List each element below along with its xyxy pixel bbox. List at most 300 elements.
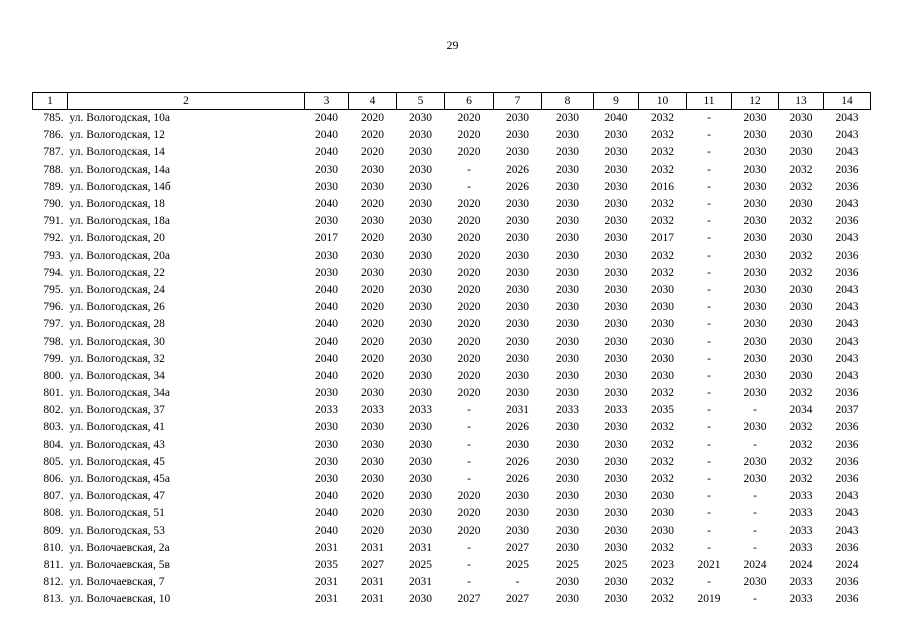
table-cell: 2030 (361, 473, 384, 486)
table-cell: 2030 (315, 455, 338, 468)
table-cell: - (707, 352, 711, 365)
table-cell: 2030 (789, 301, 813, 314)
column-header: 3 (305, 93, 349, 110)
table-cell: 2043 (835, 146, 859, 159)
table-cell: 2030 (743, 455, 767, 468)
row-number: 791. (43, 215, 64, 228)
row-number: 788. (43, 163, 64, 176)
table-cell: 2030 (315, 215, 338, 228)
table-cell: 2030 (604, 163, 628, 176)
table-row (33, 265, 871, 282)
table-cell: 2033 (789, 490, 813, 503)
table-cell: 2030 (556, 198, 579, 211)
table-cell: 2030 (556, 541, 579, 554)
table-cell: 2032 (789, 387, 813, 400)
table-cell: 2030 (556, 593, 579, 606)
table-cell: 2030 (789, 146, 813, 159)
table-cell: 2030 (743, 266, 767, 279)
table-cell: 2040 (315, 112, 338, 125)
table-cell: 2030 (556, 421, 579, 434)
table-cell: 2032 (789, 163, 813, 176)
table-cell: 2032 (651, 215, 674, 228)
table-cell: 2031 (409, 576, 432, 589)
table-cell: - (515, 576, 520, 589)
table-cell: 2033 (789, 593, 813, 606)
address-cell: ул. Вологодская, 30 (69, 335, 165, 348)
table-cell: 2030 (506, 112, 529, 125)
table-cell: 2037 (835, 404, 859, 417)
table-cell: 2030 (506, 438, 529, 451)
table-cell: 2030 (556, 524, 579, 537)
table-cell: 2026 (506, 180, 529, 193)
table-row (33, 162, 871, 179)
table-cell: 2030 (743, 180, 767, 193)
table-cell: - (707, 387, 711, 400)
table-cell: 2020 (457, 266, 481, 279)
table-cell: 2025 (506, 558, 529, 571)
table-cell: 2019 (697, 593, 721, 606)
address-cell: ул. Волочаевская, 5в (69, 558, 170, 571)
table-cell: 2030 (315, 421, 338, 434)
table-cell: 2030 (506, 215, 529, 228)
address-cell: ул. Вологодская, 22 (69, 266, 165, 279)
table-row (33, 454, 871, 471)
column-header: 4 (349, 93, 397, 110)
table-cell: - (467, 421, 471, 434)
address-cell: ул. Вологодская, 34а (69, 387, 170, 400)
table-cell: 2036 (835, 163, 859, 176)
table-cell: 2030 (789, 318, 813, 331)
table-cell: 2025 (409, 558, 432, 571)
row-number: 813. (43, 593, 64, 606)
table-cell: 2032 (651, 576, 674, 589)
table-cell: 2032 (651, 146, 674, 159)
table-cell: 2035 (315, 558, 338, 571)
column-header: 13 (779, 93, 824, 110)
table-cell: - (753, 404, 757, 417)
table-row (33, 540, 871, 557)
row-number: 812. (43, 576, 64, 589)
table-cell: - (467, 438, 471, 451)
table-cell: 2030 (651, 283, 674, 296)
table-cell: 2027 (457, 593, 481, 606)
row-number: 803. (43, 421, 64, 434)
table-cell: 2033 (361, 404, 384, 417)
table-cell: 2040 (315, 490, 338, 503)
table-cell: 2030 (604, 232, 628, 245)
table-cell: 2030 (743, 129, 767, 142)
table-cell: 2030 (315, 473, 338, 486)
table-cell: 2024 (789, 558, 813, 571)
table-cell: 2030 (556, 283, 579, 296)
table-cell: 2043 (835, 112, 859, 125)
table-cell: 2030 (556, 507, 579, 520)
table-cell: 2030 (315, 438, 338, 451)
table-cell: 2032 (651, 455, 674, 468)
table-cell: 2020 (361, 146, 384, 159)
table-cell: 2030 (789, 335, 813, 348)
table-cell: - (707, 112, 711, 125)
table-cell: 2030 (556, 163, 579, 176)
address-cell: ул. Вологодская, 20а (69, 249, 170, 262)
table-cell: 2030 (409, 438, 432, 451)
table-cell: 2030 (604, 283, 628, 296)
table-cell: 2030 (409, 301, 432, 314)
table-cell: 2032 (789, 421, 813, 434)
table-cell: 2031 (315, 541, 338, 554)
row-number: 802. (43, 404, 64, 417)
table-cell: 2026 (506, 473, 529, 486)
table-cell: 2017 (315, 232, 338, 245)
address-cell: ул. Вологодская, 20 (69, 232, 165, 245)
table-cell: - (707, 180, 711, 193)
table-cell: 2033 (604, 404, 628, 417)
address-cell: ул. Вологодская, 34 (69, 369, 165, 382)
table-cell: 2030 (651, 507, 674, 520)
table-cell: 2036 (835, 576, 859, 589)
table-cell: 2030 (743, 163, 767, 176)
table-cell: 2030 (743, 283, 767, 296)
table-cell: 2031 (361, 541, 384, 554)
row-number: 786. (43, 129, 64, 142)
table-cell: 2030 (506, 301, 529, 314)
table-cell: 2030 (604, 266, 628, 279)
table-cell: 2020 (457, 524, 481, 537)
table-cell: 2017 (651, 232, 674, 245)
table-row (33, 179, 871, 196)
table-cell: 2030 (409, 369, 432, 382)
table-cell: 2030 (651, 524, 674, 537)
table-cell: 2020 (457, 146, 481, 159)
row-number: 806. (43, 473, 64, 486)
column-header: 7 (494, 93, 542, 110)
table-cell: - (753, 490, 757, 503)
table-cell: 2043 (835, 198, 859, 211)
table-row (33, 385, 871, 402)
table-cell: 2030 (556, 473, 579, 486)
table-cell: 2032 (651, 593, 674, 606)
table-cell: - (707, 318, 711, 331)
row-number: 810. (43, 541, 64, 554)
table-cell: 2036 (835, 593, 859, 606)
table-cell: 2020 (457, 369, 481, 382)
table-cell: 2030 (361, 215, 384, 228)
column-header: 10 (639, 93, 687, 110)
table-cell: 2020 (457, 232, 481, 245)
table-cell: 2025 (604, 558, 628, 571)
table-cell: 2027 (506, 593, 529, 606)
table-cell: 2043 (835, 318, 859, 331)
row-number: 793. (43, 249, 64, 262)
table-row (33, 437, 871, 454)
row-number: 794. (43, 266, 64, 279)
table-cell: 2033 (315, 404, 338, 417)
table-cell: 2030 (409, 232, 432, 245)
table-cell: 2030 (315, 266, 338, 279)
table-cell: 2030 (604, 387, 628, 400)
table-row (33, 505, 871, 522)
table-row (33, 282, 871, 299)
column-header: 9 (594, 93, 639, 110)
table-cell: 2043 (835, 129, 859, 142)
table-cell: - (707, 266, 711, 279)
table-row (33, 471, 871, 488)
table-cell: - (753, 541, 757, 554)
table-cell: 2030 (409, 490, 432, 503)
table-cell: 2030 (409, 215, 432, 228)
table-cell: - (707, 576, 711, 589)
table-cell: 2030 (743, 318, 767, 331)
table-cell: 2030 (604, 524, 628, 537)
table-cell: 2030 (604, 301, 628, 314)
table-cell: 2020 (457, 249, 481, 262)
table-cell: 2032 (789, 455, 813, 468)
table-cell: 2030 (409, 266, 432, 279)
table-cell: 2032 (651, 541, 674, 554)
table-cell: 2030 (743, 249, 767, 262)
table-cell: 2030 (315, 249, 338, 262)
row-number: 795. (43, 283, 64, 296)
table-cell: 2030 (506, 232, 529, 245)
table-cell: 2030 (651, 301, 674, 314)
table-row (33, 333, 871, 350)
table-cell: 2036 (835, 541, 859, 554)
table-cell: 2020 (457, 129, 481, 142)
table-cell: 2030 (556, 438, 579, 451)
table-cell: 2032 (651, 266, 674, 279)
table-cell: 2030 (651, 369, 674, 382)
row-number: 797. (43, 318, 64, 331)
table-cell: 2033 (556, 404, 579, 417)
table-cell: 2030 (409, 593, 432, 606)
table-cell: 2030 (604, 318, 628, 331)
table-cell: 2030 (604, 490, 628, 503)
table-cell: 2030 (556, 318, 579, 331)
row-number: 799. (43, 352, 64, 365)
address-cell: ул. Вологодская, 45 (69, 455, 165, 468)
column-header: 1 (33, 93, 68, 110)
table-cell: 2043 (835, 369, 859, 382)
table-cell: 2030 (506, 198, 529, 211)
table-cell: 2030 (743, 352, 767, 365)
row-number: 805. (43, 455, 64, 468)
table-cell: - (753, 438, 757, 451)
column-header: 11 (687, 93, 732, 110)
table-cell: 2032 (651, 112, 674, 125)
table-cell: 2040 (315, 318, 338, 331)
data-table (32, 92, 871, 608)
table-row (33, 248, 871, 265)
table-cell: 2035 (651, 404, 674, 417)
address-cell: ул. Вологодская, 45а (69, 473, 170, 486)
table-cell: 2030 (506, 146, 529, 159)
table-cell: 2030 (604, 473, 628, 486)
table-cell: 2030 (409, 318, 432, 331)
table-cell: 2030 (743, 198, 767, 211)
table-cell: 2030 (556, 455, 579, 468)
table-cell: 2043 (835, 490, 859, 503)
address-cell: ул. Вологодская, 47 (69, 490, 165, 503)
table-cell: 2027 (361, 558, 384, 571)
table-cell: 2033 (789, 576, 813, 589)
table-cell: 2030 (604, 249, 628, 262)
table-cell: - (753, 507, 757, 520)
table-cell: 2032 (651, 438, 674, 451)
table-row (33, 557, 871, 574)
table-cell: 2030 (556, 180, 579, 193)
table-cell: 2030 (361, 438, 384, 451)
table-cell: 2016 (651, 180, 674, 193)
table-cell: 2040 (315, 198, 338, 211)
table-cell: 2030 (506, 129, 529, 142)
table-cell: 2030 (743, 576, 767, 589)
table-cell: 2020 (361, 232, 384, 245)
table-cell: 2030 (315, 387, 338, 400)
table-cell: 2032 (651, 421, 674, 434)
table-cell: 2030 (604, 180, 628, 193)
table-cell: 2025 (556, 558, 579, 571)
table-cell: - (707, 215, 711, 228)
table-cell: 2030 (361, 249, 384, 262)
table-cell: 2030 (506, 283, 529, 296)
table-cell: 2040 (315, 507, 338, 520)
table-cell: 2030 (789, 369, 813, 382)
table-cell: - (707, 198, 711, 211)
table-cell: 2030 (506, 369, 529, 382)
table-cell: 2030 (556, 146, 579, 159)
table-cell: 2030 (604, 129, 628, 142)
table-cell: - (707, 421, 711, 434)
table-cell: 2031 (409, 541, 432, 554)
table-cell: 2030 (651, 318, 674, 331)
table-cell: 2030 (506, 524, 529, 537)
table-cell: 2030 (409, 112, 432, 125)
table-cell: 2032 (789, 266, 813, 279)
table-cell: 2020 (361, 352, 384, 365)
table-row (33, 196, 871, 213)
table-cell: 2030 (409, 387, 432, 400)
table-cell: 2024 (835, 558, 859, 571)
row-number: 801. (43, 387, 64, 400)
table-cell: 2030 (604, 369, 628, 382)
table-cell: 2034 (789, 404, 813, 417)
table-cell: 2030 (789, 129, 813, 142)
address-cell: ул. Вологодская, 18а (69, 215, 170, 228)
table-cell: 2026 (506, 163, 529, 176)
table-cell: 2020 (361, 301, 384, 314)
table-cell: 2030 (409, 180, 432, 193)
table-cell: 2020 (457, 335, 481, 348)
table-cell: 2030 (556, 369, 579, 382)
table-cell: 2043 (835, 232, 859, 245)
table-cell: 2030 (506, 335, 529, 348)
address-cell: ул. Волочаевская, 7 (69, 576, 165, 589)
table-cell: 2030 (604, 455, 628, 468)
address-cell: ул. Вологодская, 14а (69, 163, 170, 176)
address-cell: ул. Вологодская, 51 (69, 507, 165, 520)
table-cell: 2036 (835, 387, 859, 400)
address-cell: ул. Вологодская, 28 (69, 318, 165, 331)
table-cell: 2040 (315, 352, 338, 365)
table-cell: 2031 (361, 576, 384, 589)
table-cell: 2030 (789, 352, 813, 365)
table-cell: 2030 (556, 249, 579, 262)
table-cell: 2030 (409, 352, 432, 365)
table-cell: 2030 (604, 421, 628, 434)
row-number: 785. (43, 112, 64, 125)
table-row (33, 230, 871, 247)
table-cell: 2020 (361, 129, 384, 142)
table-cell: 2043 (835, 301, 859, 314)
table-cell: 2030 (409, 421, 432, 434)
table-row (33, 488, 871, 505)
table-cell: 2030 (409, 473, 432, 486)
table-row (33, 299, 871, 316)
address-cell: ул. Вологодская, 43 (69, 438, 165, 451)
table-cell: 2030 (409, 163, 432, 176)
table-cell: - (707, 146, 711, 159)
address-cell: ул. Вологодская, 24 (69, 283, 165, 296)
table-cell: 2036 (835, 215, 859, 228)
table-cell: 2033 (789, 541, 813, 554)
table-cell: 2023 (651, 558, 674, 571)
table-cell: - (707, 473, 711, 486)
table-cell: 2032 (651, 163, 674, 176)
table-cell: 2030 (506, 490, 529, 503)
table-cell: 2033 (789, 507, 813, 520)
table-cell: 2040 (315, 301, 338, 314)
table-cell: 2020 (457, 198, 481, 211)
table-cell: 2036 (835, 180, 859, 193)
address-cell: ул. Вологодская, 41 (69, 421, 165, 434)
table-cell: 2036 (835, 473, 859, 486)
table-cell: - (707, 249, 711, 262)
table-cell: - (707, 335, 711, 348)
table-cell: 2036 (835, 438, 859, 451)
table-cell: 2020 (361, 112, 384, 125)
table-cell: 2021 (697, 558, 721, 571)
table-cell: 2030 (506, 507, 529, 520)
table-cell: 2030 (361, 163, 384, 176)
table-cell: 2030 (409, 524, 432, 537)
table-cell: 2032 (789, 438, 813, 451)
table-cell: 2020 (361, 524, 384, 537)
table-cell: - (707, 455, 711, 468)
table-cell: 2030 (506, 249, 529, 262)
table-cell: 2040 (315, 335, 338, 348)
table-cell: 2032 (651, 129, 674, 142)
address-cell: ул. Вологодская, 26 (69, 301, 165, 314)
table-cell: - (707, 524, 711, 537)
table-cell: - (707, 541, 711, 554)
table-cell: - (467, 473, 471, 486)
table-cell: - (467, 558, 471, 571)
table-cell: 2030 (556, 232, 579, 245)
table-cell: 2030 (604, 438, 628, 451)
table-cell: 2030 (506, 266, 529, 279)
table-cell: 2030 (409, 283, 432, 296)
table-cell: - (467, 404, 471, 417)
table-cell: 2030 (651, 335, 674, 348)
table-cell: 2040 (315, 146, 338, 159)
table-cell: 2030 (604, 507, 628, 520)
table-cell: 2030 (743, 387, 767, 400)
table-cell: 2040 (315, 283, 338, 296)
table-row (33, 591, 871, 608)
table-row (33, 110, 871, 128)
table-cell: 2030 (651, 490, 674, 503)
table-cell: 2030 (361, 387, 384, 400)
